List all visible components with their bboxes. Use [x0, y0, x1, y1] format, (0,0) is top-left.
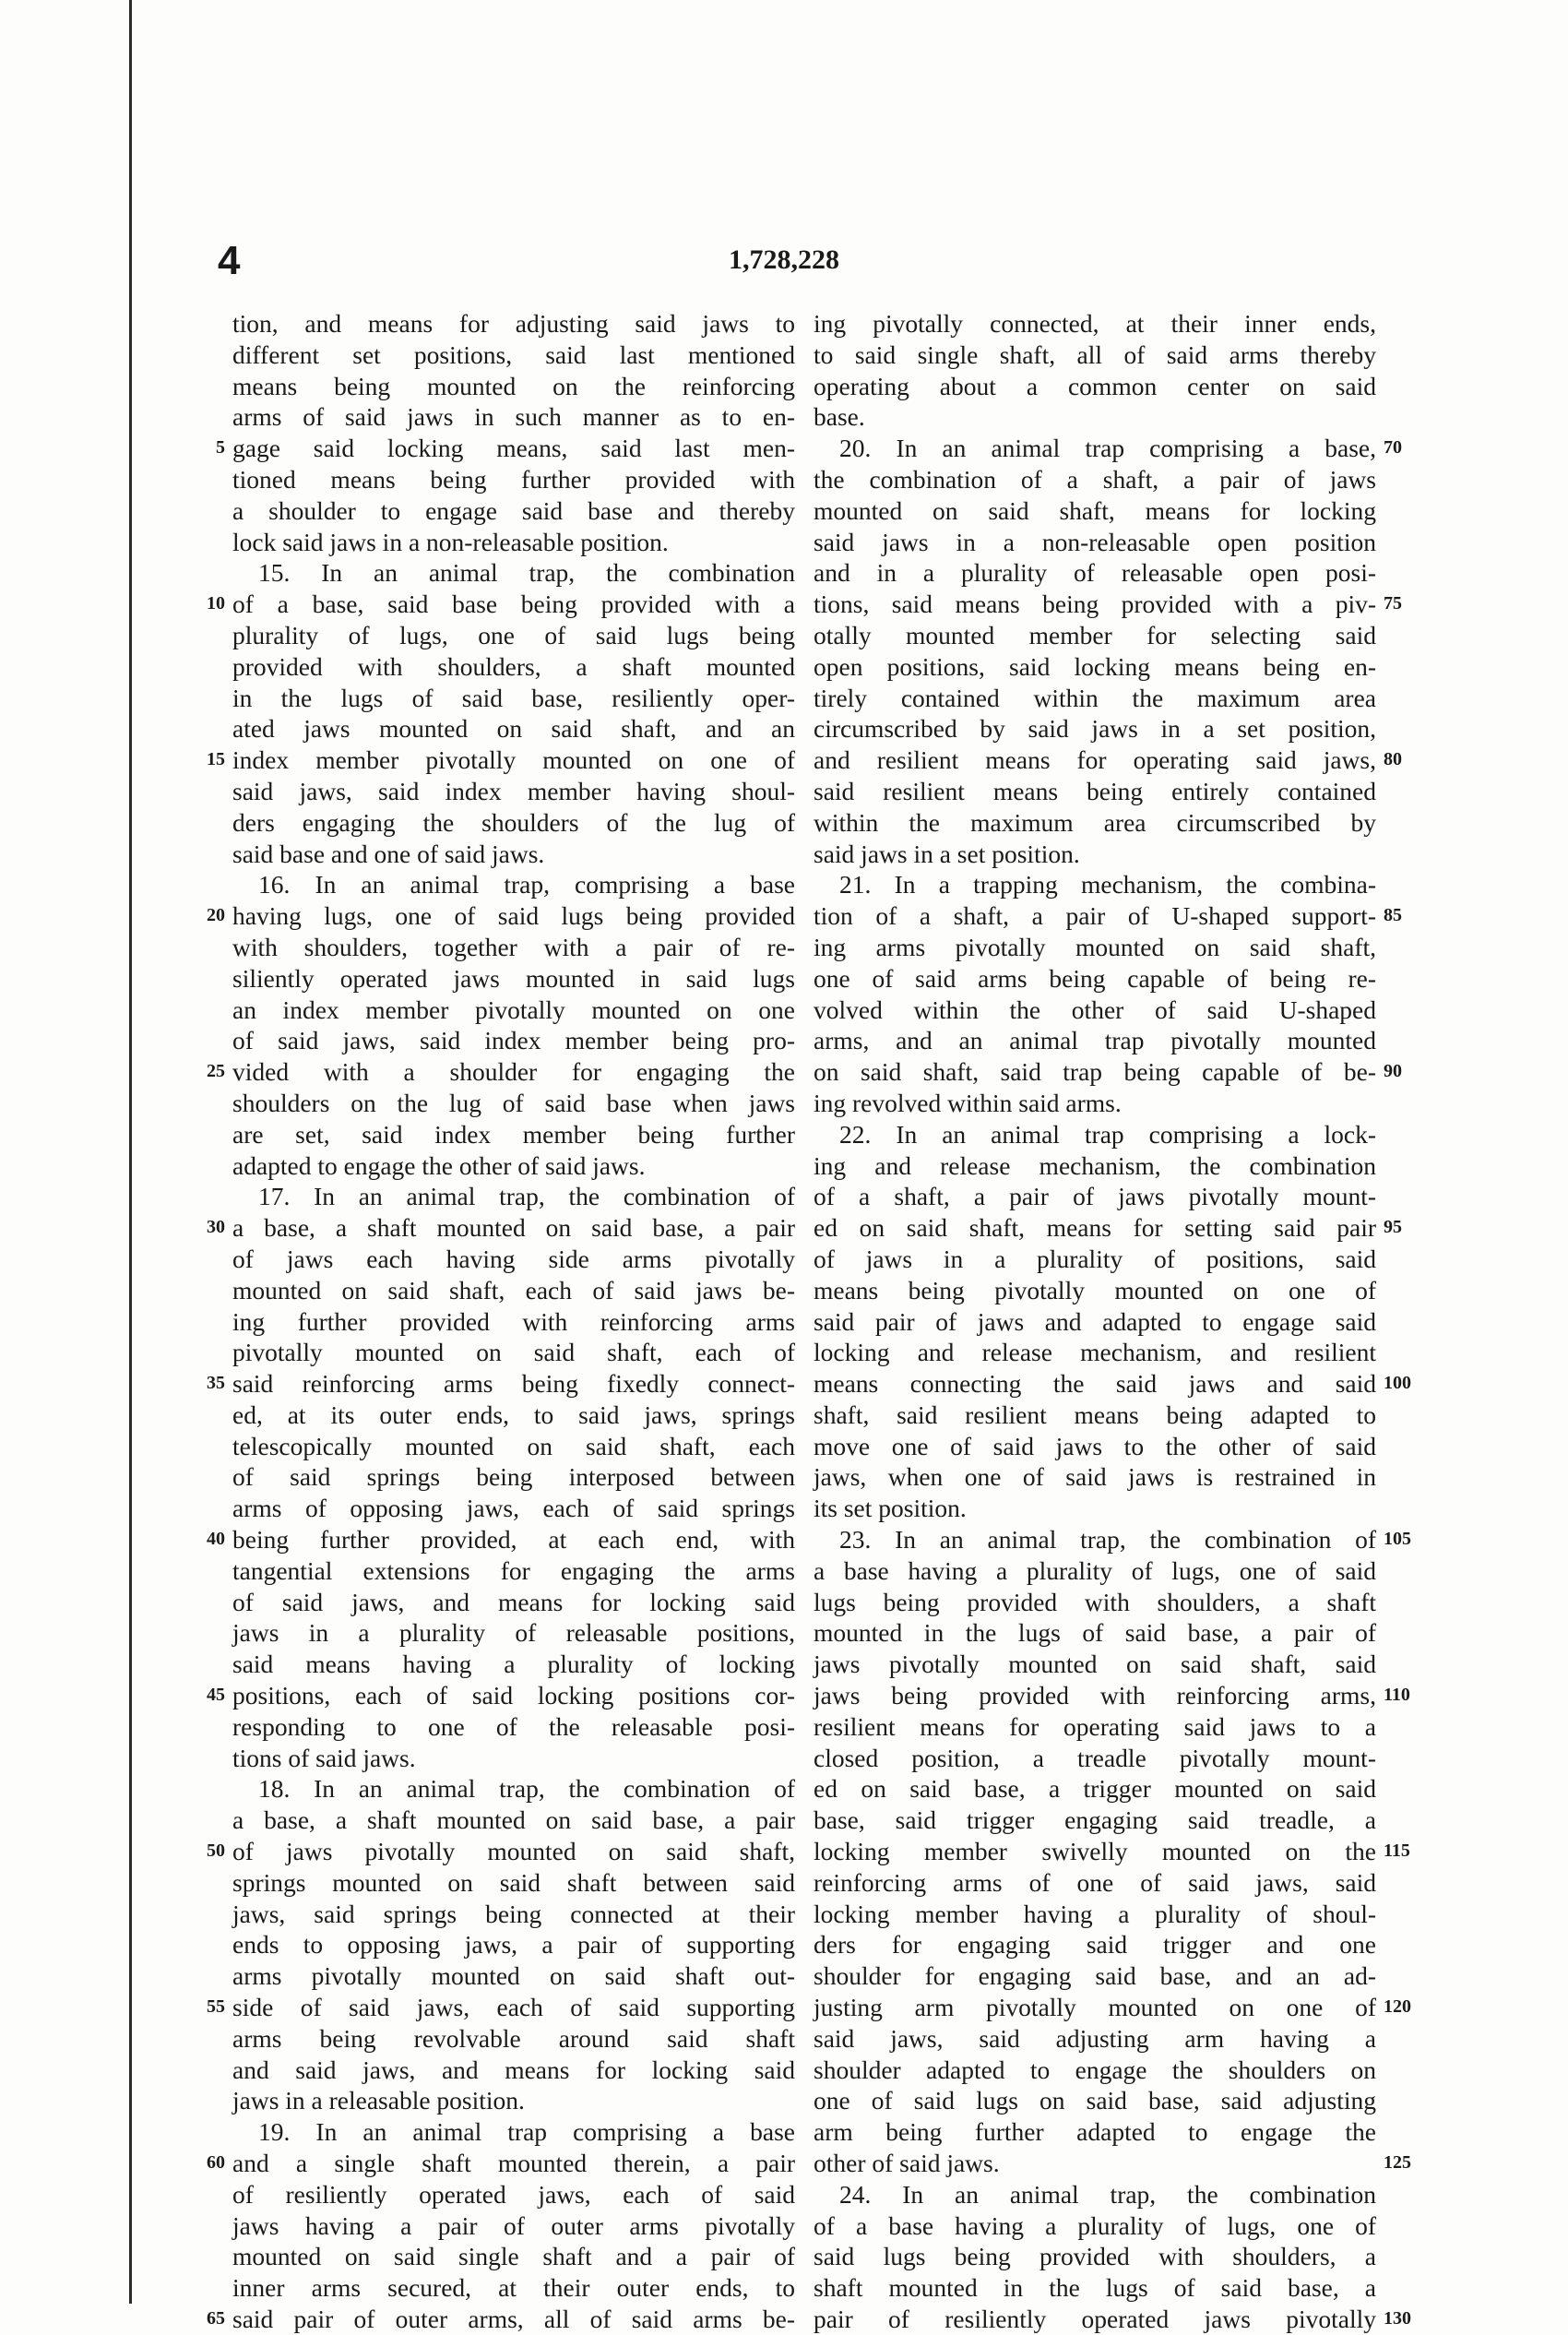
text-line: closed position, a treadle pivotally mount- [814, 1743, 1376, 1772]
line-number: 110 [1384, 1685, 1410, 1706]
text-line: said pair of outer arms, all of said arms be- [232, 2305, 795, 2333]
text-line: shoulders on the lug of said base when jaws [232, 1088, 795, 1117]
text-line: move one of said jaws to the other of said [814, 1431, 1376, 1460]
text-line: lock said jaws in a non-releasable position. [232, 527, 669, 556]
text-line: base, said trigger engaging said treadle, a [814, 1805, 1376, 1835]
line-number: 80 [1384, 749, 1402, 770]
text-line: gage said locking means, said last men- [232, 434, 795, 463]
page-number: 4 [218, 238, 241, 283]
left-column [232, 308, 795, 2335]
text-line: jaws, when one of said jaws is restrained in [814, 1462, 1376, 1492]
line-number: 95 [1384, 1217, 1402, 1238]
line-number: 5 [216, 437, 225, 459]
text-line: and resilient means for operating said jaws, [814, 745, 1376, 775]
line-number: 35 [207, 1373, 225, 1394]
text-line: jaws, said springs being connected at their [232, 1899, 795, 1928]
text-line: lugs being provided with shoulders, a shaft [814, 1587, 1376, 1616]
text-line: vided with a shoulder for engaging the [232, 1057, 795, 1087]
text-line: justing arm pivotally mounted on one of [814, 1993, 1376, 2022]
text-line: operating about a common center on said [814, 371, 1376, 400]
text-line: and said jaws, and means for locking said [232, 2055, 795, 2084]
text-line: means being mounted on the reinforcing [232, 371, 795, 400]
text-line: tangential extensions for engaging the arms [232, 1555, 795, 1585]
text-line: having lugs, one of said lugs being provided [232, 901, 795, 931]
text-line: one of said arms being capable of being re- [814, 963, 1376, 993]
text-line: jaws being provided with reinforcing arms, [814, 1681, 1376, 1710]
text-line: resilient means for operating said jaws to a [814, 1711, 1376, 1741]
text-line: of said springs being interposed between [232, 1462, 795, 1492]
text-line: ed on said base, a trigger mounted on said [814, 1774, 1376, 1804]
patent-number: 1,728,228 [729, 244, 839, 275]
text-line: and a single shaft mounted therein, a pair [232, 2149, 795, 2178]
text-line: jaws in a releasable position. [232, 2086, 525, 2115]
line-number: 10 [207, 593, 225, 614]
text-line: on said shaft, said trap being capable of be- [814, 1057, 1376, 1087]
line-number: 45 [207, 1685, 225, 1706]
text-line: said resilient means being entirely contained [814, 776, 1376, 805]
text-line: other of said jaws. [814, 2149, 1000, 2178]
text-line: 21. In a trapping mechanism, the combina- [839, 870, 1376, 899]
text-line: ed, at its outer ends, to said jaws, springs [232, 1400, 795, 1429]
text-line: in the lugs of said base, resiliently oper- [232, 683, 795, 712]
text-line: arms pivotally mounted on said shaft out- [232, 1961, 795, 1991]
line-number: 55 [207, 1996, 225, 2018]
text-line: arm being further adapted to engage the [814, 2117, 1376, 2147]
text-line: are set, said index member being further [232, 1119, 795, 1149]
text-line: 22. In an animal trap comprising a lock- [839, 1119, 1376, 1149]
text-line: mounted on said shaft, means for locking [814, 495, 1376, 525]
text-line: tioned means being further provided with [232, 464, 795, 494]
text-line: an index member pivotally mounted on one [232, 995, 795, 1024]
text-line: responding to one of the releasable posi- [232, 1711, 795, 1741]
text-line: said means having a plurality of locking [232, 1650, 795, 1679]
text-line: said jaws in a set position. [814, 839, 1080, 868]
text-line: of jaws pivotally mounted on said shaft, [232, 1837, 795, 1866]
text-line: tions, said means being provided with a piv- [814, 590, 1376, 619]
text-line: within the maximum area circumscribed by [814, 807, 1376, 837]
line-number: 90 [1384, 1061, 1402, 1082]
text-line: pivotally mounted on said shaft, each of [232, 1338, 795, 1367]
text-line: means connecting the said jaws and said [814, 1369, 1376, 1399]
text-line: 20. In an animal trap comprising a base, [839, 434, 1376, 463]
line-number: 120 [1384, 1996, 1411, 2018]
text-line: of a shaft, a pair of jaws pivotally mount- [814, 1182, 1376, 1211]
text-line: 15. In an animal trap, the combination [258, 558, 795, 588]
text-line: said pair of jaws and adapted to engage said [814, 1306, 1376, 1336]
text-line: ated jaws mounted on said shaft, and an [232, 714, 795, 744]
text-line: different set positions, said last mentioned [232, 340, 795, 369]
text-line: locking and release mechanism, and resilient [814, 1338, 1376, 1367]
text-line: being further provided, at each end, with [232, 1525, 795, 1555]
text-line: mounted on said shaft, each of said jaws be- [232, 1275, 795, 1305]
line-number: 15 [207, 749, 225, 770]
text-line: said lugs being provided with shoulders, a [814, 2242, 1376, 2271]
text-line: of resiliently operated jaws, each of said [232, 2179, 795, 2209]
text-line: otally mounted member for selecting said [814, 620, 1376, 649]
line-number: 30 [207, 1217, 225, 1238]
text-line: volved within the other of said U-shaped [814, 995, 1376, 1024]
text-line: mounted in the lugs of said base, a pair of [814, 1618, 1376, 1648]
text-line: shoulder adapted to engage the shoulders on [814, 2055, 1376, 2084]
text-line: of a base, said base being provided with a [232, 590, 795, 619]
line-number: 75 [1384, 593, 1402, 614]
text-line: ing pivotally connected, at their inner ends, [814, 309, 1376, 338]
text-line: one of said lugs on said base, said adjusting [814, 2086, 1376, 2115]
text-line: said jaws, said index member having shoul- [232, 776, 795, 805]
line-number: 130 [1384, 2308, 1411, 2329]
line-number: 100 [1384, 1373, 1411, 1394]
text-line: ing arms pivotally mounted on said shaft, [814, 932, 1376, 961]
text-line: springs mounted on said shaft between said [232, 1867, 795, 1897]
line-number: 20 [207, 905, 225, 926]
text-line: shaft, said resilient means being adapted to [814, 1400, 1376, 1429]
text-line: of said jaws, and means for locking said [232, 1587, 795, 1616]
text-line: ed on said shaft, means for setting said pair [814, 1213, 1376, 1243]
text-line: locking member swivelly mounted on the [814, 1837, 1376, 1866]
text-line: adapted to engage the other of said jaws. [232, 1150, 646, 1180]
text-line: arms, and an animal trap pivotally mounted [814, 1026, 1376, 1055]
text-line: its set position. [814, 1494, 967, 1523]
text-line: 16. In an animal trap, comprising a base [258, 870, 795, 899]
text-line: ders for engaging said trigger and one [814, 1930, 1376, 1960]
text-line: 18. In an animal trap, the combination of [258, 1774, 795, 1804]
text-line: said jaws, said adjusting arm having a [814, 2023, 1376, 2053]
text-line: of a base having a plurality of lugs, one of [814, 2210, 1376, 2240]
text-line: the combination of a shaft, a pair of jaws [814, 464, 1376, 494]
text-line: tion of a shaft, a pair of U-shaped support- [814, 901, 1376, 931]
text-line: said reinforcing arms being fixedly connect- [232, 1369, 795, 1399]
line-number: 60 [207, 2152, 225, 2174]
text-line: said jaws in a non-releasable open position [814, 527, 1376, 556]
text-line: ders engaging the shoulders of the lug of [232, 807, 795, 837]
text-line: ing revolved within said arms. [814, 1088, 1122, 1117]
line-number: 125 [1384, 2152, 1411, 2174]
text-line: base. [814, 402, 865, 432]
text-line: plurality of lugs, one of said lugs being [232, 620, 795, 649]
text-line: ing further provided with reinforcing arms [232, 1306, 795, 1336]
text-line: jaws in a plurality of releasable positions, [232, 1618, 795, 1648]
text-line: open positions, said locking means being en- [814, 651, 1376, 681]
text-line: circumscribed by said jaws in a set position, [814, 714, 1376, 744]
text-line: a base having a plurality of lugs, one of said [814, 1555, 1376, 1585]
margin-rule [129, 0, 132, 2304]
text-line: 23. In an animal trap, the combination of [839, 1525, 1376, 1555]
text-line: of jaws each having side arms pivotally [232, 1244, 795, 1273]
text-line: telescopically mounted on said shaft, each [232, 1431, 795, 1460]
text-line: siliently operated jaws mounted in said lugs [232, 963, 795, 993]
text-line: of said jaws, said index member being pro- [232, 1026, 795, 1055]
text-line: locking member having a plurality of shoul- [814, 1899, 1376, 1928]
text-line: and in a plurality of releasable open posi- [814, 558, 1376, 588]
text-line: pair of resiliently operated jaws pivotally [814, 2305, 1376, 2333]
line-number: 65 [207, 2308, 225, 2329]
text-line: of jaws in a plurality of positions, said [814, 1244, 1376, 1273]
text-line: ing and release mechanism, the combination [814, 1150, 1376, 1180]
text-line: arms of opposing jaws, each of said springs [232, 1494, 795, 1523]
text-line: a base, a shaft mounted on said base, a pair [232, 1805, 795, 1835]
text-line: means being pivotally mounted on one of [814, 1275, 1376, 1305]
text-line: tirely contained within the maximum area [814, 683, 1376, 712]
text-line: with shoulders, together with a pair of re- [232, 932, 795, 961]
text-line: ends to opposing jaws, a pair of supporting [232, 1930, 795, 1960]
text-line: tions of said jaws. [232, 1743, 416, 1772]
line-number: 85 [1384, 905, 1402, 926]
text-line: 17. In an animal trap, the combination of [258, 1182, 795, 1211]
text-line: provided with shoulders, a shaft mounted [232, 651, 795, 681]
right-column [814, 308, 1376, 2335]
text-line: reinforcing arms of one of said jaws, said [814, 1867, 1376, 1897]
text-line: a base, a shaft mounted on said base, a pair [232, 1213, 795, 1243]
text-line: a shoulder to engage said base and thereby [232, 495, 795, 525]
text-line: inner arms secured, at their outer ends, to [232, 2273, 795, 2303]
text-line: arms of said jaws in such manner as to en- [232, 402, 795, 432]
text-line: arms being revolvable around said shaft [232, 2023, 795, 2053]
text-line: 19. In an animal trap comprising a base [258, 2117, 795, 2147]
text-line: mounted on said single shaft and a pair of [232, 2242, 795, 2271]
text-line: jaws having a pair of outer arms pivotally [232, 2210, 795, 2240]
text-line: shoulder for engaging said base, and an ad- [814, 1961, 1376, 1991]
text-line: shaft mounted in the lugs of said base, a [814, 2273, 1376, 2303]
text-line: said base and one of said jaws. [232, 839, 545, 868]
text-line: side of said jaws, each of said supporting [232, 1993, 795, 2022]
line-number: 25 [207, 1061, 225, 1082]
text-line: index member pivotally mounted on one of [232, 745, 795, 775]
text-line: jaws pivotally mounted on said shaft, said [814, 1650, 1376, 1679]
text-line: to said single shaft, all of said arms thereby [814, 340, 1376, 369]
line-number: 70 [1384, 437, 1402, 459]
line-number: 115 [1384, 1841, 1410, 1862]
text-line: 24. In an animal trap, the combination [839, 2179, 1376, 2209]
text-line: positions, each of said locking positions cor- [232, 1681, 795, 1710]
line-number: 50 [207, 1841, 225, 1862]
text-line: tion, and means for adjusting said jaws to [232, 309, 795, 338]
line-number: 40 [207, 1529, 225, 1550]
line-number: 105 [1384, 1529, 1411, 1550]
